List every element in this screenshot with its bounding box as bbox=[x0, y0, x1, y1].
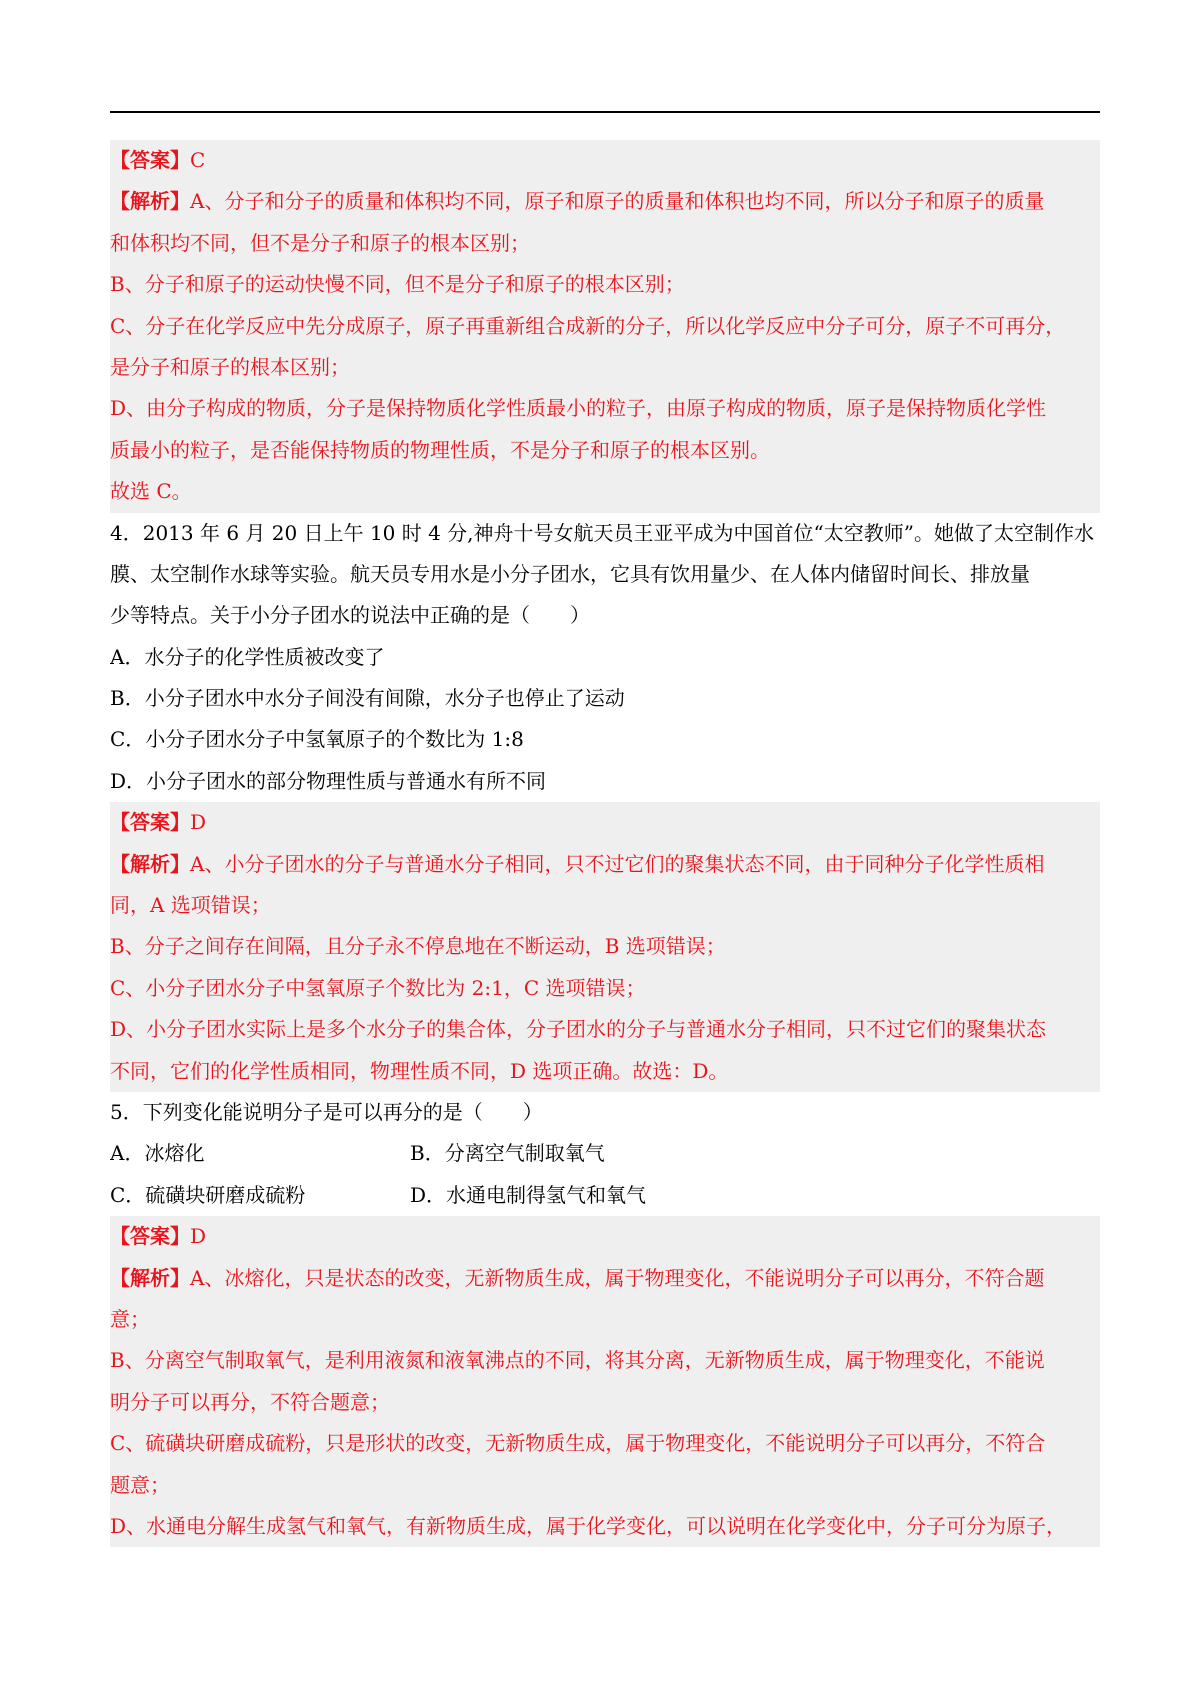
answer-tag: 【答案】 bbox=[110, 810, 190, 835]
analysis-line: C、硫磺块研磨成硫粉，只是形状的改变，无新物质生成，属于物理变化，不能说明分子可以再分，不符合 bbox=[110, 1423, 1100, 1464]
analysis-line: 明分子可以再分，不符合题意； bbox=[110, 1382, 1100, 1423]
analysis-line: B、分子之间存在间隔，且分子永不停息地在不断运动，B 选项错误； bbox=[110, 926, 1100, 967]
analysis-line: 和体积均不同，但不是分子和原子的根本区别； bbox=[110, 223, 1100, 264]
analysis-line: 不同，它们的化学性质相同，物理性质不同，D 选项正确。故选：D。 bbox=[110, 1051, 1100, 1092]
analysis-text: A、小分子团水的分子与普通水分子相同，只不过它们的聚集状态不同，由于同种分子化学性质相 bbox=[190, 851, 1045, 876]
analysis-line: D、水通电分解生成氢气和氧气，有新物质生成，属于化学变化，可以说明在化学变化中，分子可分为原子， bbox=[110, 1506, 1100, 1547]
option-a: A．冰熔化 bbox=[110, 1141, 205, 1166]
analysis-tag: 【解析】 bbox=[110, 189, 190, 214]
answer-tag: 【答案】 bbox=[110, 148, 190, 172]
analysis-line: 质最小的粒子，是否能保持物质的物理性质，不是分子和原子的根本区别。 bbox=[110, 430, 1100, 471]
analysis-line: 题意； bbox=[110, 1465, 1100, 1506]
analysis-line: C、小分子团水分子中氢氧原子个数比为 2:1，C 选项错误； bbox=[110, 968, 1100, 1009]
analysis-line: 意； bbox=[110, 1299, 1100, 1340]
analysis-line bbox=[110, 1258, 1100, 1299]
answer-tag: 【答案】 bbox=[110, 1224, 190, 1249]
analysis-line bbox=[110, 844, 1100, 885]
analysis-text: A、分子和分子的质量和体积均不同，原子和原子的质量和体积也均不同，所以分子和原子的质量 bbox=[190, 189, 1045, 214]
analysis-tag: 【解析】 bbox=[110, 1265, 190, 1290]
option-b: B．小分子团水中水分子间没有间隙，水分子也停止了运动 bbox=[110, 686, 625, 711]
header-rule bbox=[110, 111, 1100, 113]
option-d: D．水通电制得氢气和氧气 bbox=[410, 1182, 647, 1207]
option-c: C．小分子团水分子中氢氧原子的个数比为 1:8 bbox=[110, 727, 524, 752]
analysis-line: D、由分子构成的物质，分子是保持物质化学性质最小的粒子，由原子构成的物质，原子是保持物质化学性 bbox=[110, 388, 1100, 429]
question-stem: 5．下列变化能说明分子是可以再分的是（ ） bbox=[110, 1099, 543, 1124]
answer-value: D bbox=[190, 810, 207, 835]
question-stem: 膜、太空制作水球等实验。航天员专用水是小分子团水，它具有饮用量少、在人体内储留时间长、排放量 bbox=[110, 561, 1030, 586]
analysis-line: B、分离空气制取氧气，是利用液氮和液氧沸点的不同，将其分离，无新物质生成，属于物理变化，不能说 bbox=[110, 1340, 1100, 1381]
answer-line bbox=[110, 1216, 1100, 1257]
answer-line bbox=[110, 140, 1100, 181]
analysis-line: D、小分子团水实际上是多个水分子的集合体，分子团水的分子与普通水分子相同，只不过它们的聚集状态 bbox=[110, 1009, 1100, 1050]
question-stem: 少等特点。关于小分子团水的说法中正确的是（ ） bbox=[110, 603, 590, 628]
option-b: B．分离空气制取氧气 bbox=[410, 1141, 605, 1166]
analysis-tag: 【解析】 bbox=[110, 851, 190, 876]
question-stem: 4．2013 年 6 月 20 日上午 10 时 4 分,神舟十号女航天员王亚平成为中国首位“太空教师”。她做了太空制作水 bbox=[110, 520, 1094, 545]
analysis-text: A、冰熔化，只是状态的改变，无新物质生成，属于物理变化，不能说明分子可以再分，不符合题 bbox=[190, 1265, 1045, 1290]
analysis-line: 故选 C。 bbox=[110, 471, 1100, 512]
option-c: C．硫磺块研磨成硫粉 bbox=[110, 1182, 306, 1207]
analysis-line: 是分子和原子的根本区别； bbox=[110, 347, 1100, 388]
answer-line bbox=[110, 802, 1100, 843]
option-d: D．小分子团水的部分物理性质与普通水有所不同 bbox=[110, 768, 547, 793]
analysis-line: 同，A 选项错误； bbox=[110, 885, 1100, 926]
option-row bbox=[110, 1175, 1100, 1216]
analysis-line: B、分子和原子的运动快慢不同，但不是分子和原子的根本区别； bbox=[110, 264, 1100, 305]
analysis-line bbox=[110, 181, 1100, 222]
option-a: A．水分子的化学性质被改变了 bbox=[110, 644, 385, 669]
analysis-line: C、分子在化学反应中先分成原子，原子再重新组合成新的分子，所以化学反应中分子可分，原子不可再分， bbox=[110, 306, 1100, 347]
document-body bbox=[110, 140, 1100, 1547]
option-row bbox=[110, 1133, 1100, 1174]
answer-value: C bbox=[190, 148, 206, 172]
answer-value: D bbox=[190, 1224, 207, 1249]
